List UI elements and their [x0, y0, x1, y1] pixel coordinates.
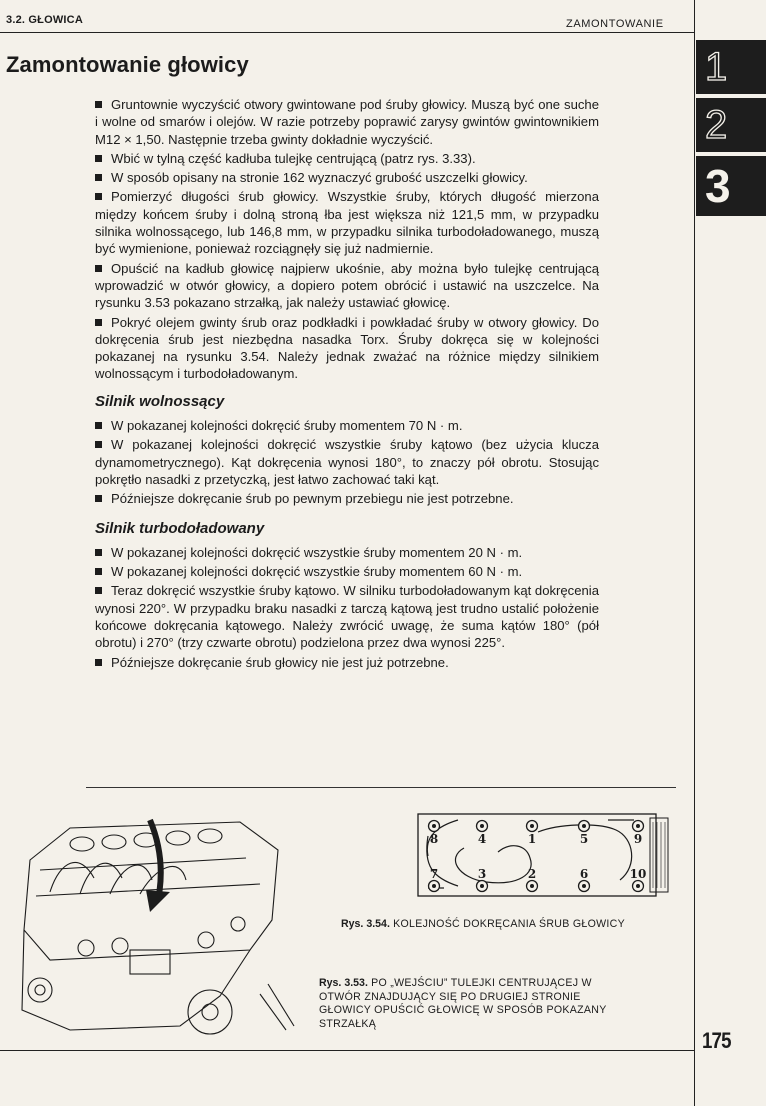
bullet-square-icon	[95, 174, 102, 181]
bullet-square-icon	[95, 193, 102, 200]
bolt-center-icon	[636, 824, 640, 828]
footer-rule	[0, 1050, 694, 1051]
chapter-tabs	[696, 40, 766, 220]
caption-number: Rys. 3.54.	[341, 918, 390, 930]
bullet-square-icon	[95, 587, 102, 594]
bullet-square-icon	[95, 659, 102, 666]
bolt-number-10: 10	[629, 867, 647, 881]
header-rule	[0, 32, 694, 33]
paragraph: W pokazanej kolejności dokręcić wszystkie śruby kątowo (bez użycia klucza dynamometrycznego). Kąt dokręcenia wynosi 180°, to znaczy pół obrotu. Stosując pokrętło nasadki z przetyczką, jest łatwo zachować taki kąt.	[95, 437, 599, 487]
paragraph: Późniejsze dokręcanie śrub głowicy nie jest już potrzebne.	[95, 654, 599, 671]
bullet-square-icon	[95, 441, 102, 448]
bullet-square-icon	[95, 319, 102, 326]
bolt-number-8: 8	[429, 832, 439, 846]
margin-rule	[694, 0, 695, 1106]
chapter-tab-3[interactable]: 3	[696, 156, 766, 216]
body-text	[95, 96, 599, 673]
page-number: 175	[702, 1028, 731, 1053]
bolt-center-icon	[432, 824, 436, 828]
bolt-number-1: 1	[527, 832, 537, 846]
bullet-square-icon	[95, 549, 102, 556]
caption-number: Rys. 3.53.	[319, 977, 368, 989]
bolt-center-icon	[636, 884, 640, 888]
bullet-square-icon	[95, 265, 102, 272]
paragraph: Teraz dokręcić wszystkie śruby kątowo. W silniku turbodoładowanym kąt dokręcenia wynosi 220°. W przypadku braku nasadki z tarczą kątową jest trudno ustalić położenie końcowe dokręcania kątowego. Należy zwrócić uwagę, że suma kątów 180° (pół obrotu) i 270° (trzy czwarte obrotu) podzielona przez dwa wynosi 225°.	[95, 583, 599, 651]
page-title: Zamontowanie głowicy	[6, 52, 249, 77]
bolt-number-6: 6	[579, 867, 589, 881]
bullet-square-icon	[95, 101, 102, 108]
bolt-center-icon	[530, 824, 534, 828]
paragraph: Wbić w tylną część kadłuba tulejkę centrującą (patrz rys. 3.33).	[95, 150, 599, 167]
bolt-center-icon	[480, 884, 484, 888]
bullet-square-icon	[95, 422, 102, 429]
bullet-square-icon	[95, 155, 102, 162]
subheading-wolnossacy: Silnik wolnossący	[95, 392, 225, 410]
chapter-tab-1[interactable]: 1	[696, 40, 766, 94]
section-header: 3.2. GŁOWICA	[6, 14, 83, 26]
figure-divider	[86, 787, 676, 788]
bullet-square-icon	[95, 568, 102, 575]
bolt-center-icon	[582, 824, 586, 828]
caption-text: KOLEJNOŚĆ DOKRĘCANIA ŚRUB GŁOWICY	[393, 918, 625, 930]
engine-illustration	[10, 800, 296, 1036]
bolt-sequence-diagram	[398, 796, 670, 906]
paragraph: Pomierzyć długości śrub głowicy. Wszystkie śruby, których długość mierzona między końcem śruby i dolną stroną łba jest większa niż 121,5 mm, w przypadku silnika wolnossącego, lub 146,8 mm, w przypadku silnika turbodoładowanego, muszą być wymienione, ponieważ rozciągnęły się już nadmiernie.	[95, 189, 599, 257]
paragraph: W pokazanej kolejności dokręcić śruby momentem 70 N · m.	[95, 417, 599, 434]
topic-header: ZAMONTOWANIE	[566, 18, 664, 30]
chapter-tab-2[interactable]: 2	[696, 98, 766, 152]
bolt-number-2: 2	[527, 867, 537, 881]
bolt-center-icon	[480, 824, 484, 828]
paragraph: W pokazanej kolejności dokręcić wszystkie śruby momentem 20 N · m.	[95, 544, 599, 561]
bolt-number-9: 9	[633, 832, 643, 846]
caption-fig-3-53	[319, 977, 629, 1031]
bolt-number-3: 3	[477, 867, 487, 881]
paragraph: W pokazanej kolejności dokręcić wszystkie śruby momentem 60 N · m.	[95, 563, 599, 580]
bullet-square-icon	[95, 495, 102, 502]
bolt-center-icon	[582, 884, 586, 888]
bolt-center-icon	[530, 884, 534, 888]
caption-text: PO „WEJŚCIU” TULEJKI CENTRUJĄCEJ W OTWÓR ZNAJDUJĄCY SIĘ PO DRUGIEJ STRONIE GŁOWICY OPUŚCIĆ GŁOWICĘ W SPOSÓB POKAZANY STRZAŁKĄ	[319, 977, 607, 1030]
paragraph: Opuścić na kadłub głowicę najpierw ukośnie, aby można było tulejkę centrującą wprowadzić w otwór głowicy, a dopiero potem obrócić i ustawić na uszczelce. Na rysunku 3.53 pokazano strzałką, jak należy ustawiać głowicę.	[95, 260, 599, 311]
bolt-number-5: 5	[579, 832, 589, 846]
paragraph: Pokryć olejem gwinty śrub oraz podkładki i powkładać śruby w otwory głowicy. Do dokręcenia śrub jest niezbędna nasadka Torx. Śruby dokręca się w kolejności pokazanej na rysunku 3.54. Należy jednak zważać na różnice między silnikiem wolnossącym i turbodoładowanym.	[95, 314, 599, 382]
bolt-center-icon	[432, 884, 436, 888]
paragraph: Późniejsze dokręcanie śrub po pewnym przebiegu nie jest potrzebne.	[95, 490, 599, 507]
caption-fig-3-54	[341, 918, 625, 932]
subheading-turbodoladowany: Silnik turbodoładowany	[95, 519, 265, 537]
paragraph: Gruntownie wyczyścić otwory gwintowane pod śruby głowicy. Muszą być one suche i wolne od smarów i olejów. W razie potrzeby poprawić zarysy gwintów gwintownikiem M12 × 1,50. Następnie trzeba gwinty dokładnie wyczyścić.	[95, 97, 599, 147]
bolt-number-4: 4	[477, 832, 487, 846]
bolt-number-7: 7	[429, 867, 439, 881]
paragraph: W sposób opisany na stronie 162 wyznaczyć grubość uszczelki głowicy.	[95, 169, 599, 186]
